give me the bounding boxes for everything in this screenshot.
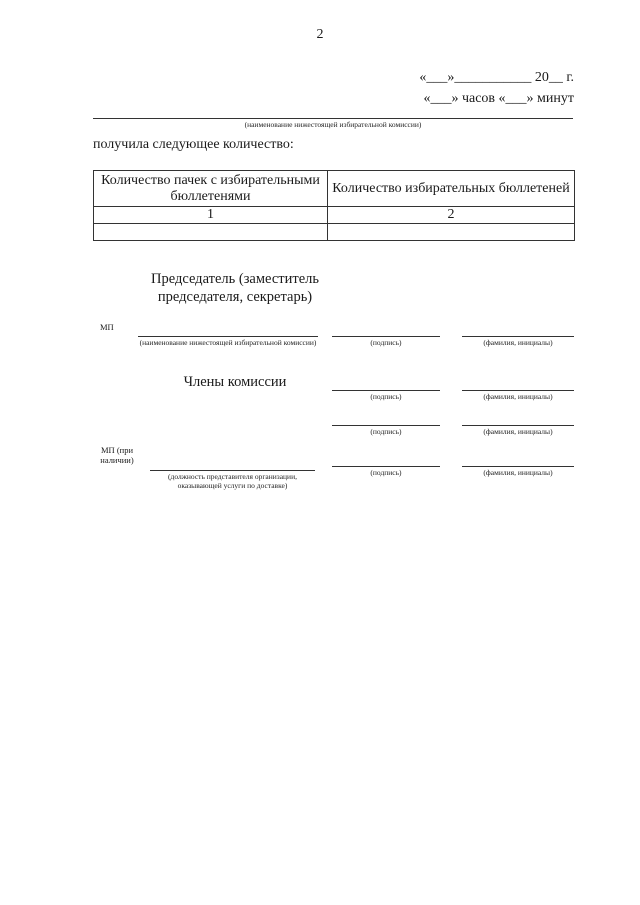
member-1-signature-line [332,390,440,391]
member-2-signature-caption: (подпись) [370,427,402,436]
chairman-commission-caption: (наименование нижестоящей избирательной комиссии) [139,338,317,347]
date-line: «___»___________ 20__ г. [419,70,574,85]
delivery-stamp-placeholder: МП (при наличии) [100,445,134,465]
time-line: «___» часов «___» минут [423,91,574,106]
chairman-signature-line [332,336,440,337]
member-2-name-line [462,425,574,426]
delivery-position-line [150,470,315,471]
commission-name-line [93,118,573,119]
column-number-1: 1 [94,207,328,224]
members-title: Члены комиссии [183,374,287,390]
delivery-signature-caption: (подпись) [370,468,402,477]
table-cell-packs [94,224,328,241]
chairman-name-line [462,336,574,337]
commission-name-caption: (наименование нижестоящей избирательной комиссии) [244,120,422,129]
delivery-name-line [462,466,574,467]
table-row [94,224,575,241]
stamp-placeholder: МП [100,322,114,332]
chairman-title: Председатель (заместитель председателя, секретарь) [150,271,319,305]
member-1-name-line [462,390,574,391]
column-number-2: 2 [328,207,575,224]
ballot-quantity-table [93,170,575,241]
delivery-signature-line [332,466,440,467]
page-number: 2 [316,27,324,42]
member-2-name-caption: (фамилия, инициалы) [483,427,553,436]
delivery-position-caption: (должность представителя организации, оказывающей услуги по доставке) [168,472,297,490]
chairman-name-caption: (фамилия, инициалы) [483,338,553,347]
table-number-row [94,207,575,224]
intro-text: получила следующее количество: [93,137,294,152]
member-2-signature-line [332,425,440,426]
table-header-row [94,171,575,207]
delivery-name-caption: (фамилия, инициалы) [483,468,553,477]
member-1-name-caption: (фамилия, инициалы) [483,392,553,401]
column-header-ballots: Количество избирательных бюллетеней [328,171,575,207]
chairman-signature-caption: (подпись) [370,338,402,347]
table-cell-ballots [328,224,575,241]
chairman-commission-line [138,336,318,337]
member-1-signature-caption: (подпись) [370,392,402,401]
column-header-packs: Количество пачек с избирательными бюллетенями [94,171,328,207]
